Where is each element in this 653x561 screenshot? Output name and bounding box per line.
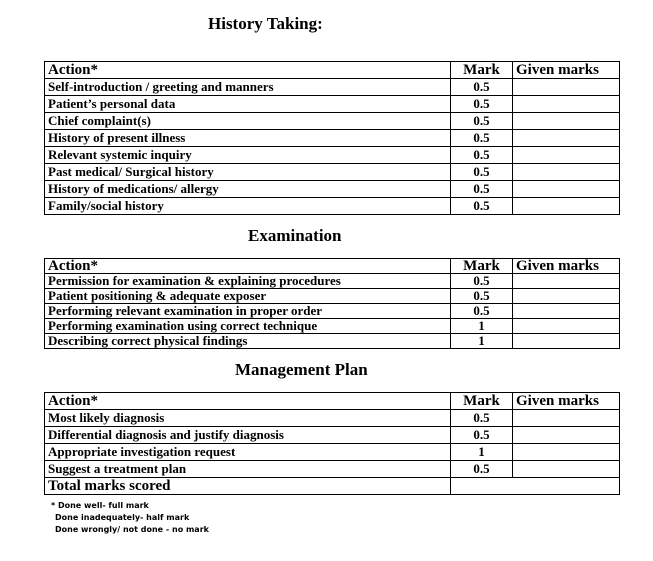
mark-cell: 1	[451, 334, 513, 349]
given-marks-cell[interactable]	[513, 427, 620, 444]
table-header-row	[45, 393, 620, 410]
table-row	[45, 289, 620, 304]
mark-cell: 0.5	[451, 113, 513, 130]
action-cell: History of medications/ allergy	[45, 181, 451, 198]
given-marks-cell[interactable]	[513, 319, 620, 334]
action-cell: History of present illness	[45, 130, 451, 147]
given-marks-cell[interactable]	[513, 147, 620, 164]
mark-cell: 0.5	[451, 274, 513, 289]
table-row	[45, 147, 620, 164]
mark-header: Mark	[451, 393, 513, 410]
mark-header: Mark	[451, 62, 513, 79]
mark-cell: 0.5	[451, 147, 513, 164]
table-row	[45, 444, 620, 461]
given-marks-cell[interactable]	[513, 461, 620, 478]
action-cell: Self-introduction / greeting and manners	[45, 79, 451, 96]
action-cell: Suggest a treatment plan	[45, 461, 451, 478]
action-cell: Patient’s personal data	[45, 96, 451, 113]
given-marks-cell[interactable]	[513, 274, 620, 289]
action-cell: Permission for examination & explaining procedures	[45, 274, 451, 289]
table-header-row	[45, 259, 620, 274]
total-label: Total marks scored	[45, 478, 451, 495]
action-cell: Most likely diagnosis	[45, 410, 451, 427]
action-cell: Past medical/ Surgical history	[45, 164, 451, 181]
given-marks-cell[interactable]	[513, 334, 620, 349]
mark-header: Mark	[451, 259, 513, 274]
action-header: Action*	[45, 259, 451, 274]
examination-title: Examination	[248, 226, 342, 245]
given-marks-cell[interactable]	[513, 181, 620, 198]
action-cell: Family/social history	[45, 198, 451, 215]
given-marks-cell[interactable]	[513, 289, 620, 304]
table-row	[45, 79, 620, 96]
given-marks-cell[interactable]	[513, 198, 620, 215]
table-row	[45, 164, 620, 181]
mark-cell: 0.5	[451, 198, 513, 215]
action-cell: Performing relevant examination in proper order	[45, 304, 451, 319]
management-table	[44, 392, 620, 495]
given-marks-cell[interactable]	[513, 113, 620, 130]
given-marks-cell[interactable]	[513, 96, 620, 113]
table-row	[45, 427, 620, 444]
mark-cell: 0.5	[451, 461, 513, 478]
mark-cell: 0.5	[451, 164, 513, 181]
total-row	[45, 478, 620, 495]
given-marks-header: Given marks	[513, 393, 620, 410]
legend-line: Done inadequately- half mark	[55, 513, 190, 522]
table-row	[45, 130, 620, 147]
action-cell: Relevant systemic inquiry	[45, 147, 451, 164]
mark-cell: 0.5	[451, 181, 513, 198]
given-marks-cell[interactable]	[513, 304, 620, 319]
legend-line: Done wrongly/ not done - no mark	[55, 525, 209, 534]
legend-line: * Done well- full mark	[51, 501, 149, 510]
action-cell: Chief complaint(s)	[45, 113, 451, 130]
table-row	[45, 96, 620, 113]
mark-cell: 0.5	[451, 427, 513, 444]
table-header-row	[45, 62, 620, 79]
table-row	[45, 304, 620, 319]
table-row	[45, 274, 620, 289]
action-header: Action*	[45, 393, 451, 410]
mark-cell: 0.5	[451, 304, 513, 319]
mark-cell: 1	[451, 319, 513, 334]
examination-table	[44, 258, 620, 349]
total-marks-cell[interactable]	[451, 478, 620, 495]
action-cell: Patient positioning & adequate exposer	[45, 289, 451, 304]
table-row	[45, 113, 620, 130]
table-row	[45, 461, 620, 478]
marking-legend	[51, 500, 209, 536]
mark-cell: 0.5	[451, 96, 513, 113]
given-marks-header: Given marks	[513, 62, 620, 79]
action-cell: Differential diagnosis and justify diagnosis	[45, 427, 451, 444]
management-title: Management Plan	[235, 360, 368, 379]
table-row	[45, 319, 620, 334]
action-cell: Appropriate investigation request	[45, 444, 451, 461]
table-row	[45, 198, 620, 215]
given-marks-cell[interactable]	[513, 444, 620, 461]
mark-cell: 0.5	[451, 130, 513, 147]
mark-cell: 1	[451, 444, 513, 461]
given-marks-cell[interactable]	[513, 79, 620, 96]
mark-cell: 0.5	[451, 79, 513, 96]
action-cell: Performing examination using correct technique	[45, 319, 451, 334]
given-marks-header: Given marks	[513, 259, 620, 274]
table-row	[45, 334, 620, 349]
given-marks-cell[interactable]	[513, 410, 620, 427]
mark-cell: 0.5	[451, 410, 513, 427]
given-marks-cell[interactable]	[513, 164, 620, 181]
mark-cell: 0.5	[451, 289, 513, 304]
table-row	[45, 410, 620, 427]
action-header: Action*	[45, 62, 451, 79]
given-marks-cell[interactable]	[513, 130, 620, 147]
action-cell: Describing correct physical findings	[45, 334, 451, 349]
history-table	[44, 61, 620, 215]
table-row	[45, 181, 620, 198]
history-title: History Taking:	[208, 14, 323, 33]
